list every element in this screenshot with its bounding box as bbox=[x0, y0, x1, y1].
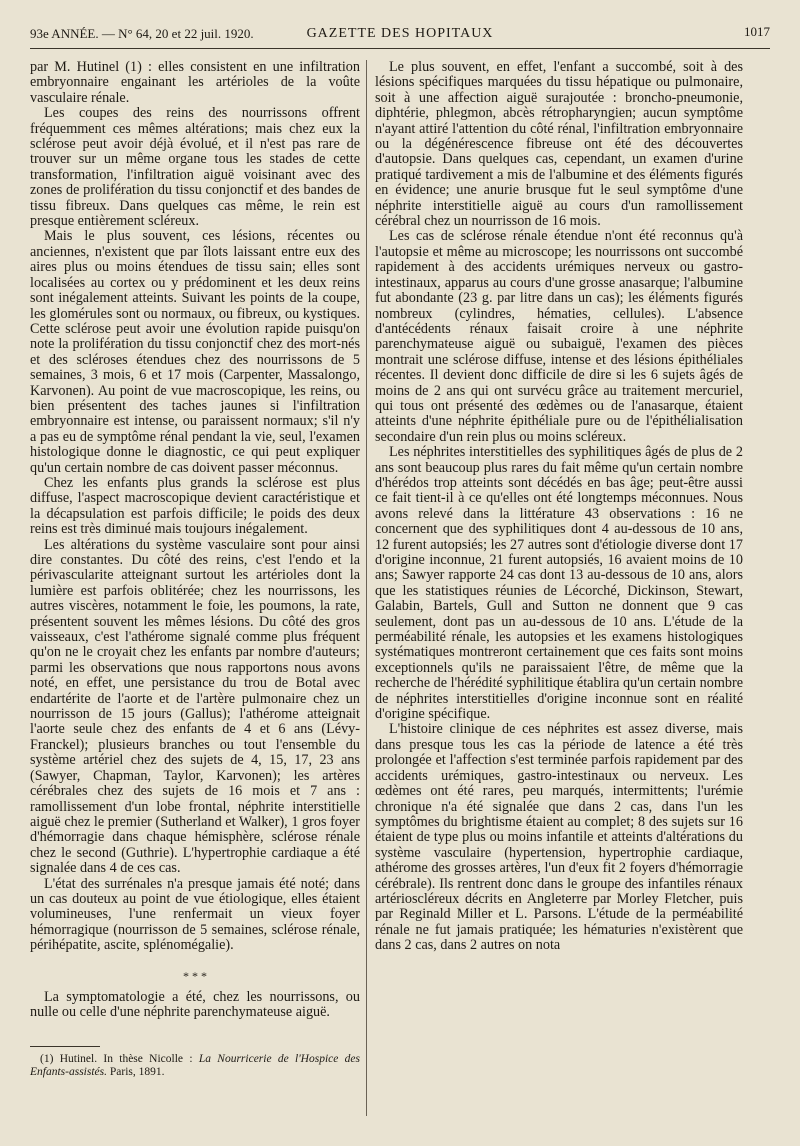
paragraph: par M. Hutinel (1) : elles consistent en une infiltration embryonnaire engainant les artérioles de la voûte vasculaire rénale. bbox=[30, 59, 360, 106]
footnote bbox=[30, 1053, 360, 1079]
left-column bbox=[30, 60, 360, 1079]
header-rule bbox=[30, 48, 770, 49]
paragraph: La symptomatologie a été, chez les nourrissons, ou nulle ou celle d'une néphrite parenchymateuse aiguë. bbox=[30, 988, 360, 1020]
journal-title: GAZETTE DES HOPITAUX bbox=[306, 26, 494, 41]
paragraph: Les altérations du système vasculaire sont pour ainsi dire constantes. Du côté des reins, c'est l'endo et la périvascularite atteignant surtout les artérioles dont la lumière est parfois oblitérée; chez les nourrissons, les autres viscères, notamment le foie, les poumons, la rate, présentent souvent les mêmes lésions. Du côté des gros vaisseaux, c'est l'athérome signalé comme plus fréquent qu'on ne le croyait chez les enfants par nombre d'auteurs; parmi les observations que nous rapportons nous avons noté, en effet, une persistance du trou de Botal avec endartérite de l'aorte et de l'artère pulmonaire chez un nourrisson de 15 jours (Gallus); l'athérome atteignait l'aorte seule chez des enfants de 4 et 6 ans (Lévy-Franckel); plusieurs branches ou tout l'ensemble du système artériel chez des sujets de 4, 15, 17, 23 ans (Sawyer, Chapman, Taylor, Karvonen); les artères cérébrales chez des sujets de 16 mois et 7 ans : ramollissement d'un lobe frontal, néphrite interstitielle aiguë chez le premier (Sutherland et Walker), 1 gros foyer d'hémorragie dans chaque hémisphère, sclérose rénale chez le second (Guthrie). L'hypertrophie cardiaque a été signalée dans 4 de ces cas. bbox=[30, 536, 360, 877]
section-separator: * * * bbox=[183, 968, 207, 983]
paragraph: Les néphrites interstitielles des syphilitiques âgés de plus de 2 ans sont beaucoup plus rares du fait même qu'un certain nombre d'hérédos trop atteints sont décédés en bas âge; peut-être aussi ce fait tient-il à ce qu'elles ont été longtemps méconnues. Nous avons relevé dans la littérature 43 observations : 16 ne concernent que des syphilitiques dont 4 au-dessous de 10 ans, 12 furent autopsiés; les 27 autres sont d'étiologie diverse dont 17 d'origine inconnue, 21 furent autopsiés, 16 avaient moins de 10 ans; Sawyer rapporte 24 cas dont 13 au-dessous de 10 ans, alors que les statistiques réunies de Lécorché, Dickinson, Stewart, Galabin, Bartels, Gull and Sutton ne donnent que 9 cas seulement, dont pas un au-dessous de 10 ans. L'étude de la perméabilité rénale, les autopsies et les examens histologiques systématiques montreront certainement que ces faits sont moins exceptionnels qu'ils ne paraissaient l'être, de même que la recherche de l'hérédité syphilitique établira qu'un certain nombre de néphrites interstitielles d'origine inconnue sont en réalité d'origine spécifique. bbox=[375, 444, 743, 723]
issue-info: 93e ANNÉE. — N° 64, 20 et 22 juil. 1920. bbox=[30, 26, 254, 41]
paragraph: Chez les enfants plus grands la sclérose est plus diffuse, l'aspect macroscopique devient caractéristique et la décapsulation est parfois difficile; le poids des deux reins est très diminué mais toujours inégalement. bbox=[30, 474, 360, 538]
paragraph: Le plus souvent, en effet, l'enfant a succombé, soit à des lésions spécifiques marquées du tissu hépatique ou pulmonaire, soit à une affection aiguë surajoutée : broncho-pneumonie, diphtérie, phlegmon, abcès rétropharyngien; aucun symptôme n'ayant attiré l'attention du côté rénal, l'infiltration embryonnaire ou la dégénérescence fibreuse ont été des découvertes d'autopsie. Dans quelques cas, cependant, un examen d'urine pratiqué tardivement a mis de l'albumine et des éléments figurés en évidence; une anurie brusque fut le seul symptôme d'une néphrite interstitielle aiguë au cours d'un ramollissement cérébral chez un nourrisson de 16 mois. bbox=[375, 59, 743, 230]
paragraph: Les cas de sclérose rénale étendue n'ont été reconnus qu'à l'autopsie et même au microscope; les nourrissons ont succombé rapidement à des accidents urémiques nerveux ou gastro-intestinaux, apparus au cours d'une grosse anasarque; l'albumine fut abondante (23 g. par litre dans un cas); les éléments figurés nombreux (cylindres, hématies, cellules). L'absence d'antécédents rénaux faisait croire à une néphrite parenchymateuse aiguë ou subaiguë, l'examen des pièces montrait une sclérose diffuse, intense et des lésions épithéliales récentes. Il devient donc difficile de dire si les 6 sujets âgés de moins de 2 ans qui ont survécu grâce au traitement mercuriel, qui tous ont présenté des œdèmes ou de l'anasarque, étaient atteints d'une néphrite épithéliale pure ou de l'épithélialisation secondaire d'un rein plus ou moins scléreux. bbox=[375, 228, 743, 445]
footnote-tail: Paris, 1891. bbox=[107, 1066, 165, 1079]
paragraph: Mais le plus souvent, ces lésions, récentes ou anciennes, n'existent que par îlots laissant entre eux des aires plus ou moins étendues de tissu sain; elles sont localisées au cortex ou y prédominent et les deux reins sont inégalement atteints. Suivant les points de la coupe, les glomérules sont ou normaux, ou fibreux, ou kystiques. Cette sclérose peut avoir une évolution rapide puisqu'on note la prolifération du tissu conjonctif chez des mort-nés et des scléroses étendues chez des nourrissons de 5 semaines, 3 mois, 6 et 17 mois (Carpenter, Massalongo, Karvonen). Au point de vue macroscopique, les reins, ou bien présentent des taches jaunes si l'infiltration embryonnaire est intense, ou paraissent normaux; s'il n'y a pas eu de symptôme rénal pendant la vie, seul, l'examen histologique donne le diagnostic, ce qui peut expliquer qu'un certain nombre de cas doivent passer méconnus. bbox=[30, 228, 360, 476]
paragraph: L'histoire clinique de ces néphrites est assez diverse, mais dans presque tous les cas la période de latence a été très prolongée et l'affection s'est terminée parfois rapidement par des accidents urémiques, gastro-intestinaux ou nerveux. Les œdèmes ont été rares, peu marqués, intermittents; l'urémie chronique n'a été signalée que dans 2 cas, dans l'un les symptômes du brightisme étaient au complet; 8 des sujets sur 16 étaient de type plus ou moins infantile et atteints d'altérations du système vasculaire (hypertension, hypertrophie cardiaque, athérome des grosses artères, l'un d'eux fit 2 foyers d'hémorragie cérébrale). Ils rentrent donc dans le groupe des infantiles rénaux artérioscléreux décrits en Angleterre par Morley Fletcher, puis par Reginald Miller et L. Parsons. L'étude de la perméabilité rénale ne fut jamais pratiquée; les hématuries n'existèrent que dans 2 cas, dans 2 autres on nota bbox=[375, 721, 743, 954]
page-header bbox=[30, 22, 770, 44]
paragraph: Les coupes des reins des nourrissons offrent fréquemment ces mêmes altérations; mais chez eux la sclérose peut avoir déjà évolué, et il n'est pas rare de trouver sur un même organe tous les stades de cette transformation, l'infiltration aiguë voisinant avec des zones de prolifération du tissu conjonctif et des bandes de tissu fibreux. Dans quelques cas même, le rein est presque entièrement scléreux. bbox=[30, 105, 360, 230]
right-column bbox=[375, 60, 743, 954]
column-divider bbox=[366, 60, 367, 1116]
footnote-text: In thèse Nicolle : bbox=[97, 1053, 199, 1066]
page-number: 1017 bbox=[744, 24, 770, 39]
footnote-rule bbox=[30, 1046, 100, 1047]
paragraph: L'état des surrénales n'a presque jamais été noté; dans un cas douteux au point de vue étiologique, elles étaient volumineuses, l'une renfermait un vieux foyer hémorragique (nourrisson de 5 semaines, sclérose rénale, périhépatite, ascite, splénomégalie). bbox=[30, 875, 360, 954]
footnote-title: La Nourricerie de l'Hospice des Enfants-assistés. bbox=[30, 1053, 360, 1079]
footnote-marker: (1) Hutinel. bbox=[40, 1053, 98, 1066]
